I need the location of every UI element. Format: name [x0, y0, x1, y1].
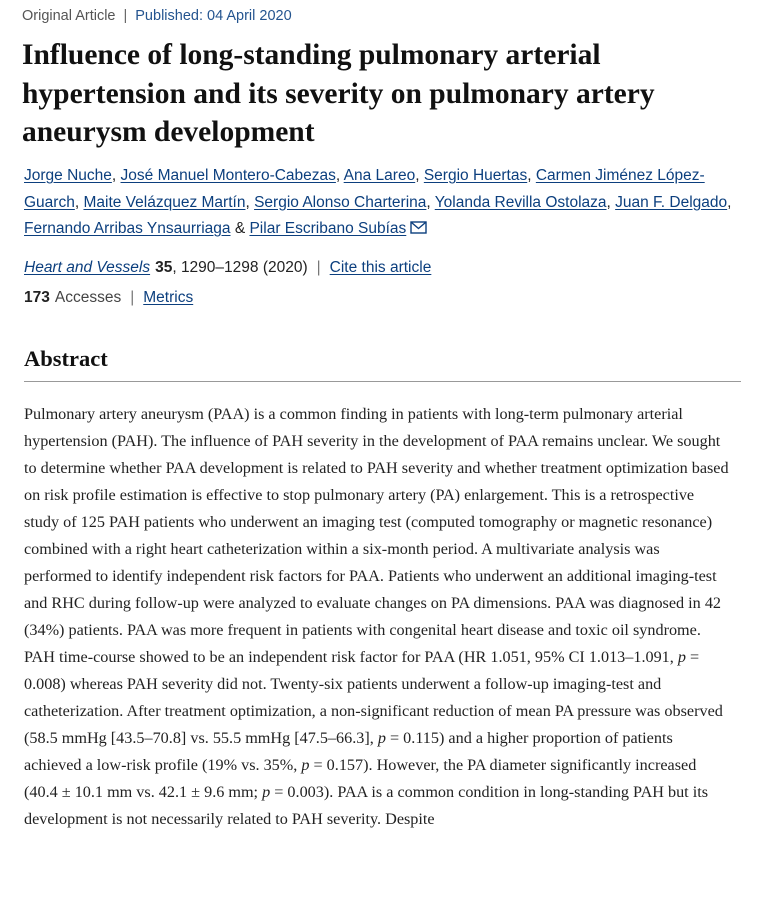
- author-link[interactable]: Sergio Alonso Charterina: [254, 193, 427, 211]
- abstract-heading: Abstract: [24, 346, 108, 371]
- abstract-body: [24, 401, 730, 833]
- author-link[interactable]: Yolanda Revilla Ostolaza: [434, 193, 607, 211]
- journal-pages: , 1290–1298 (2020): [172, 259, 308, 276]
- abstract-text-segment: = 0.003). PAA is a common condition in long-standing PAH but its development is not necessarily related to PAH severity. Despite: [24, 783, 709, 828]
- author-list: Jorge Nuche, José Manuel Montero-Cabezas, Ana Lareo, Sergio Huertas, Carmen Jiménez López-Guarch, Maite Velázquez Martín, Sergio Alonso Charterina, Yolanda Revilla Ostolaza, Juan F. Delgado, Fernando Arribas Ynsaurriaga & Pilar Escribano Subías: [24, 167, 732, 237]
- abstract-text-segment: = 0.008) whereas PAH severity did not. Twenty-six patients underwent a follow-up imaging-test and catheterization. After treatment optimization, a non-significant reduction of mean PA pressure was observed (58.5 mmHg [43.5–70.8] vs. 55.5 mmHg [47.5–66.3],: [24, 648, 723, 747]
- author-link[interactable]: Jorge Nuche: [24, 167, 112, 184]
- citation-separator: |: [316, 259, 321, 276]
- article-title: Influence of long-standing pulmonary arterial hypertension and its severity on pulmonary artery aneurysm development: [22, 39, 655, 148]
- author-link[interactable]: Fernando Arribas Ynsaurriaga: [24, 220, 231, 237]
- metrics-separator: |: [130, 289, 135, 306]
- abstract-text-segment: Pulmonary artery aneurysm (PAA) is a common finding in patients with long-term pulmonary arterial hypertension (PAH). The influence of PAH severity in the development of PAA remains unclear. We sought to determine whether PAA development is related to PAH severity and whether treatment optimization based on risk profile estimation is effective to stop pulmonary artery (PA) enlargement. This is a retrospective study of 125 PAH patients who underwent an imaging test (computed tomography or magnetic resonance) combined with a right heart catheterization within a six-month period. A multivariate analysis was performed to identify independent risk factors for PAA. Patients who underwent an additional imaging-test and RHC during follow-up were analyzed to evaluate changes on PA dimensions. PAA was diagnosed in 42 (34%) patients. PAA was more frequent in patients with congenital heart disease and toxic oil syndrome. PAH time-course showed to be an independent risk factor for PAA (HR 1.051, 95% CI 1.013–1.091,: [24, 405, 729, 666]
- published-date: Published: 04 April 2020: [135, 8, 292, 24]
- author-link[interactable]: Pilar Escribano Subías: [249, 220, 407, 237]
- p-value-symbol: p: [377, 729, 386, 747]
- accesses-label: Accesses: [54, 289, 122, 306]
- p-value-symbol: p: [677, 648, 686, 666]
- article-meta: [22, 8, 292, 24]
- cite-article-link[interactable]: Cite this article: [329, 259, 432, 276]
- metrics-link[interactable]: Metrics: [143, 289, 194, 306]
- author-link[interactable]: Sergio Huertas: [423, 167, 528, 184]
- envelope-icon[interactable]: [410, 221, 427, 234]
- journal-citation: [24, 259, 431, 277]
- journal-name-link[interactable]: Heart and Vessels: [24, 259, 151, 276]
- author-link[interactable]: Juan F. Delgado: [615, 193, 728, 211]
- author-link[interactable]: Ana Lareo: [343, 167, 416, 184]
- accesses-count: 173: [24, 289, 50, 306]
- meta-separator: |: [123, 8, 128, 24]
- journal-volume: 35: [155, 259, 173, 276]
- p-value-symbol: p: [262, 783, 271, 801]
- abstract-divider: [24, 381, 741, 382]
- author-link[interactable]: Maite Velázquez Martín: [83, 193, 246, 211]
- article-type: Original Article: [22, 8, 116, 24]
- p-value-symbol: p: [301, 756, 310, 774]
- access-metrics: [24, 289, 193, 307]
- abstract-text-segment: = 0.115) and a higher proportion of patients achieved a low-risk profile (19% vs. 35%,: [24, 729, 673, 774]
- abstract-text-segment: = 0.157). However, the PA diameter significantly increased (40.4 ± 10.1 mm vs. 42.1 ± 9.6 mm;: [24, 756, 697, 801]
- author-link[interactable]: José Manuel Montero-Cabezas: [120, 167, 336, 184]
- author-link[interactable]: Carmen Jiménez López-Guarch: [24, 167, 705, 211]
